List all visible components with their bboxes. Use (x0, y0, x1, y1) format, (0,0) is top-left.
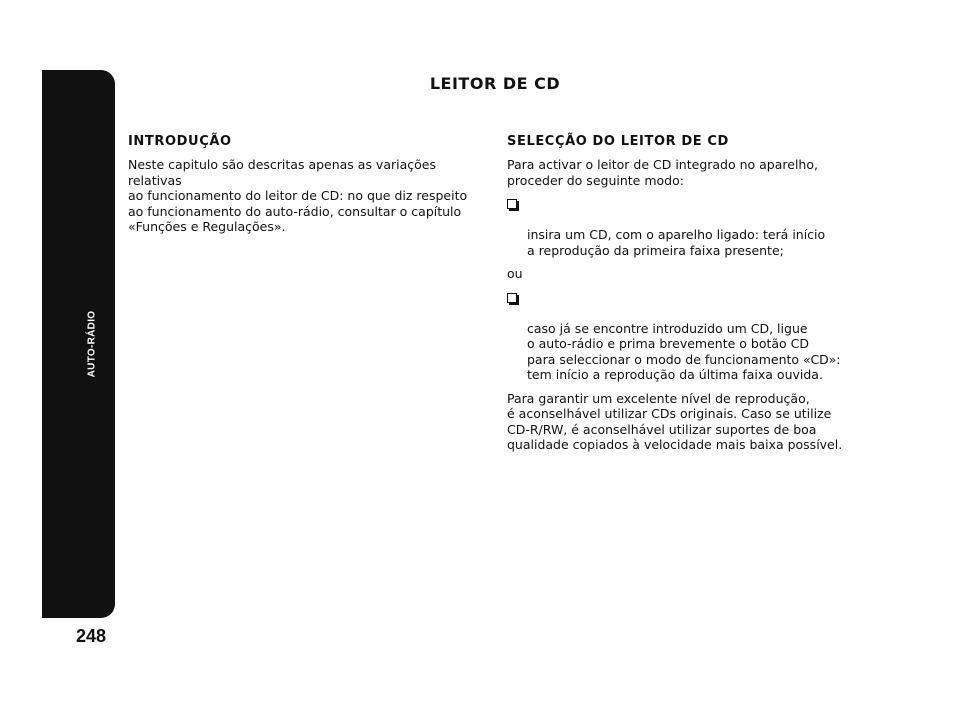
quality-note: Para garantir um excelente nível de reprodução, é aconselhável utilizar CDs originais. Caso se utilize CD-R/RW, é aconselhável utilizar suportes de boa qualidade copiados à velocidade mais baixa possível. (507, 390, 843, 452)
bullet-text: caso já se encontre introduzido um CD, ligue o auto-rádio e prima brevemente o botão CD para seleccionar o modo de funcionamento «CD»: tem início a reprodução da última faixa ouvida. (527, 320, 841, 382)
page-title: LEITOR DE CD (429, 74, 561, 93)
page-number: 248 (75, 626, 107, 646)
intro-heading: INTRODUÇÃO (128, 134, 232, 149)
checkbox-bullet-icon (507, 293, 517, 303)
bullet-item-cd-inserted (507, 290, 867, 383)
or-text: ou (507, 266, 523, 281)
intro-section (128, 134, 488, 243)
side-tab-label: AUTO-RÁDIO (86, 310, 98, 378)
bullet-text: insira um CD, com o aparelho ligado: terá início a reprodução da primeira faixa presente; (527, 227, 826, 258)
selection-lead: Para activar o leitor de CD integrado no aparelho, proceder do seguinte modo: (507, 157, 818, 188)
side-tab (42, 70, 115, 618)
selection-section (507, 134, 867, 461)
intro-text: Neste capitulo são descritas apenas as variações relativas ao funcionamento do leitor de CD: no que diz respeito ao funcionamento do auto-rádio, consultar o capítulo «Funções e Regulações». (128, 157, 468, 234)
bullet-item-insert-cd (507, 196, 867, 258)
selection-heading: SELECÇÃO DO LEITOR DE CD (507, 134, 729, 149)
checkbox-bullet-icon (507, 199, 517, 209)
